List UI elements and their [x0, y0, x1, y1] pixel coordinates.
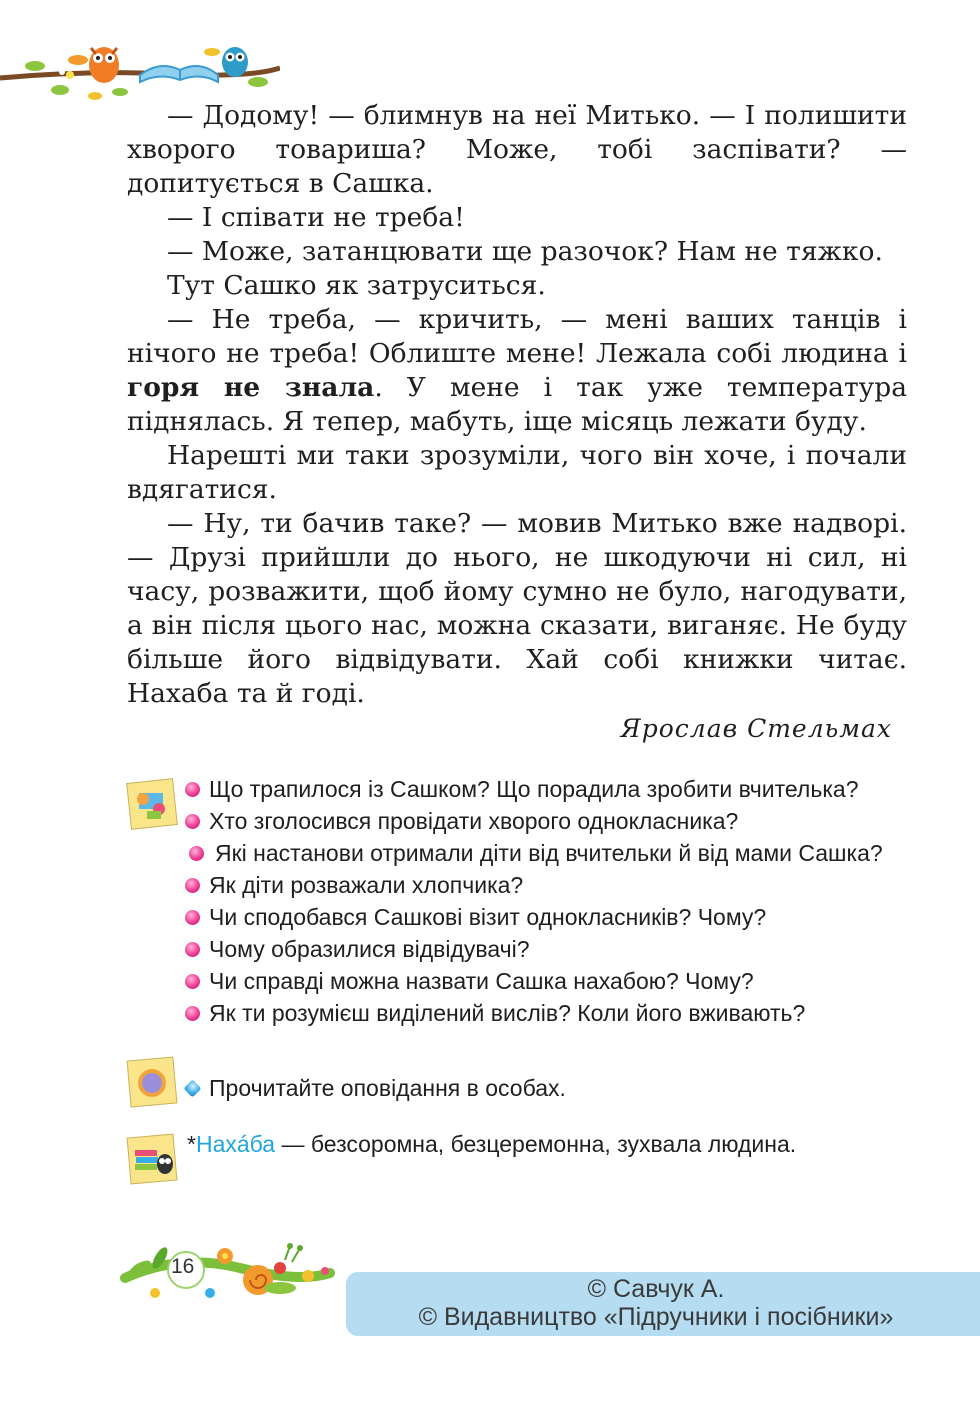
- pink-bullet-icon: [185, 878, 200, 893]
- story-paragraph: — Може, затанцювати ще разочок? Нам не тяжко.: [167, 236, 883, 267]
- question-item: Які настанови отримали діти від вчительки й від мами Сашка?: [185, 837, 910, 869]
- copyright-publisher: © Видавництво «Підручники і посібники»: [418, 1303, 894, 1331]
- pink-bullet-icon: [185, 910, 200, 925]
- branch-owls-book-icon: [0, 30, 280, 110]
- pink-bullet-icon: [185, 1006, 200, 1021]
- glossary-term: Нахáба: [195, 1131, 276, 1157]
- flowers-snail-icon: [120, 1238, 335, 1308]
- pink-bullet-icon: [185, 782, 200, 797]
- page-number: 16: [171, 1255, 195, 1278]
- pink-bullet-icon: [189, 846, 204, 861]
- story-paragraph: — Додому! — блимнув на неї Митько. — І полишити хворого товариша? Може, тобі заспівати? — допитується в Сашка.: [127, 100, 907, 199]
- question-item: Чи справді можна назвати Сашка нахабою? Чому?: [185, 965, 910, 997]
- highlighted-idiom: горя не знала: [127, 372, 375, 403]
- story-paragraph: Тут Сашко як затруситься.: [167, 270, 546, 301]
- pink-bullet-icon: [185, 814, 200, 829]
- story-paragraph: — І співати не треба!: [167, 202, 465, 233]
- blue-bullet-icon: [183, 1079, 201, 1097]
- pink-bullet-icon: [185, 942, 200, 957]
- question-item: Чому образилися відвідувачі?: [185, 933, 910, 965]
- question-item: Хто зголосився провідати хворого однокласника?: [185, 805, 910, 837]
- glossary-entry: [187, 1128, 796, 1160]
- story-paragraph: — Ну, ти бачив таке? — мовив Митько вже надворі. — Друзі прийшли до нього, не шкодуючи ні сил, ні часу, розважити, щоб йому сумно не було, нагодувати, а він після цього нас, можна сказати, виганяє. Не буду більше його відвідувати. Хай собі книжки читає. Нахаба та й годі.: [127, 508, 907, 709]
- story-text-run: — Не треба, — кричить, — мені ваших танців і нічого не треба! Облиште мене! Лежала собі людина і: [127, 304, 907, 369]
- copyright-author: © Савчук А.: [587, 1275, 725, 1303]
- story-paragraph: Нарешті ми таки зрозуміли, чого він хоче, і почали вдягатися.: [127, 440, 907, 505]
- story-paragraph: [127, 303, 907, 439]
- question-item: Що трапилося із Сашком? Що порадила зробити вчителька?: [185, 773, 910, 805]
- task-reading-roles: Прочитайте оповідання в особах.: [185, 1072, 566, 1104]
- questions-list: [185, 773, 910, 1029]
- question-item: Як діти розважали хлопчика?: [185, 869, 910, 901]
- pink-bullet-icon: [185, 974, 200, 989]
- footnote-star: *: [187, 1131, 196, 1157]
- author-name: Ярослав Стельмах: [620, 714, 892, 743]
- reading-children-note-icon: [125, 777, 180, 832]
- discussion-note-icon: [125, 1055, 180, 1110]
- question-item: Чи сподобався Сашкові візит однокласників? Чому?: [185, 901, 910, 933]
- story-text-run: . У мене і так уже температура піднялась. Я тепер, мабуть, іще місяць лежати буду.: [127, 372, 907, 437]
- books-owl-note-icon: [125, 1132, 180, 1187]
- copyright-box: [346, 1272, 980, 1336]
- glossary-definition: — безсоромна, безцеремонна, зухвала людина.: [275, 1131, 797, 1157]
- question-item: Як ти розумієш виділений вислів? Коли його вживають?: [185, 997, 910, 1029]
- story-text: [127, 99, 907, 711]
